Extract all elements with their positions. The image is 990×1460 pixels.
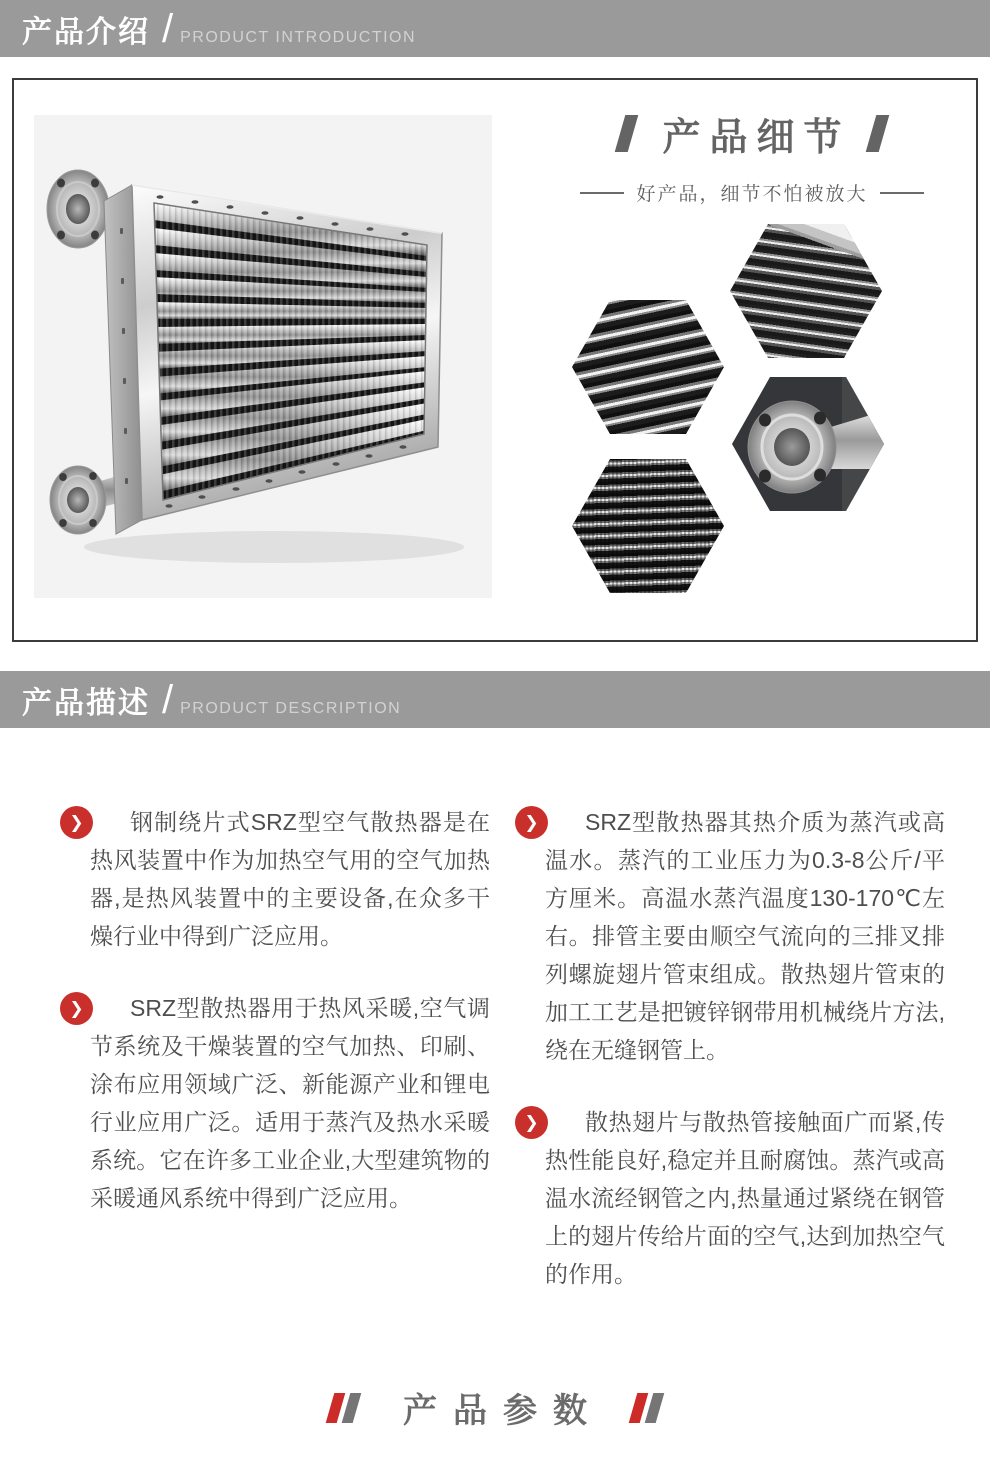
- left-dash-icon: [580, 192, 624, 194]
- red-chevron-bullet-icon: ❯: [515, 1106, 548, 1139]
- paragraph: [524, 1103, 945, 1293]
- heat-exchanger-illustration: [34, 115, 492, 598]
- top-flange: [47, 170, 109, 248]
- detail-hex-fin-closeup: [572, 459, 724, 593]
- parameters-title: 产品参数: [403, 1392, 603, 1430]
- right-dash-icon: [880, 192, 924, 194]
- paragraph-text: SRZ型散热器用于热风采暖,空气调节系统及干燥装置的空气加热、印刷、涂布应用领域广泛、新能源产业和锂电行业应用广泛。适用于蒸汽及热水采暖系统。它在许多工业企业,大型建筑物的采暖通风系统中得到广泛应用。: [90, 995, 490, 1211]
- description-columns: [0, 728, 990, 1327]
- parameters-heading: [0, 1383, 990, 1432]
- description-column-left: [60, 803, 490, 1327]
- flange-closeup-illustration: [732, 377, 884, 511]
- paragraph: [69, 989, 490, 1217]
- detail-hex-frame-corner: [730, 224, 882, 358]
- intro-section-bar: [0, 0, 990, 57]
- intro-title-cn: 产品介绍: [22, 15, 150, 49]
- red-chevron-bullet-icon: ❯: [515, 806, 548, 839]
- left-double-slash-icon: [330, 1393, 357, 1423]
- product-main-image: [34, 115, 492, 598]
- description-title-en: PRODUCT DESCRIPTION: [180, 699, 402, 717]
- paragraph-text: SRZ型散热器其热介质为蒸汽或高温水。蒸汽的工业压力为0.3-8公斤/平方厘米。高温水蒸汽温度130-170℃左右。排管主要由顺空气流向的三排叉排列螺旋翅片管束组成。散热翅片管束的加工工艺是把镀锌钢带用机械绕片方法,绕在无缝钢管上。: [545, 809, 945, 1063]
- paragraph: [524, 803, 945, 1069]
- detail-hex-flange: [732, 377, 884, 511]
- red-chevron-bullet-icon: ❯: [60, 806, 93, 839]
- red-chevron-bullet-icon: ❯: [60, 992, 93, 1025]
- intro-bar-inner: [22, 7, 416, 51]
- intro-title-en: PRODUCT INTRODUCTION: [180, 28, 417, 46]
- details-subtitle: 好产品，细节不怕被放大: [636, 184, 868, 205]
- left-slash-icon: [615, 115, 639, 152]
- right-double-slash-icon: [633, 1393, 660, 1423]
- description-slash-divider: /: [162, 677, 174, 722]
- description-column-right: [515, 803, 945, 1327]
- bottom-flange: [50, 466, 106, 534]
- description-section-bar: [0, 671, 990, 728]
- detail-hex-fin-tubes: [572, 300, 724, 434]
- product-intro-box: [12, 78, 978, 642]
- paragraph: [69, 803, 490, 955]
- paragraph-text: 钢制绕片式SRZ型空气散热器是在热风装置中作为加热空气用的空气加热器,是热风装置中的主要设备,在众多干燥行业中得到广泛应用。: [90, 809, 490, 949]
- intro-slash-divider: /: [162, 6, 174, 51]
- right-slash-icon: [865, 115, 889, 152]
- details-heading: [562, 106, 942, 206]
- paragraph-text: 散热翅片与散热管接触面广而紧,传热性能良好,稳定并且耐腐蚀。蒸汽或高温水流经钢管之内,热量通过紧绕在钢管上的翅片传给片面的空气,达到加热空气的作用。: [545, 1109, 945, 1287]
- details-title: 产品细节: [662, 117, 851, 159]
- description-title-cn: 产品描述: [22, 686, 150, 720]
- description-bar-inner: [22, 678, 401, 722]
